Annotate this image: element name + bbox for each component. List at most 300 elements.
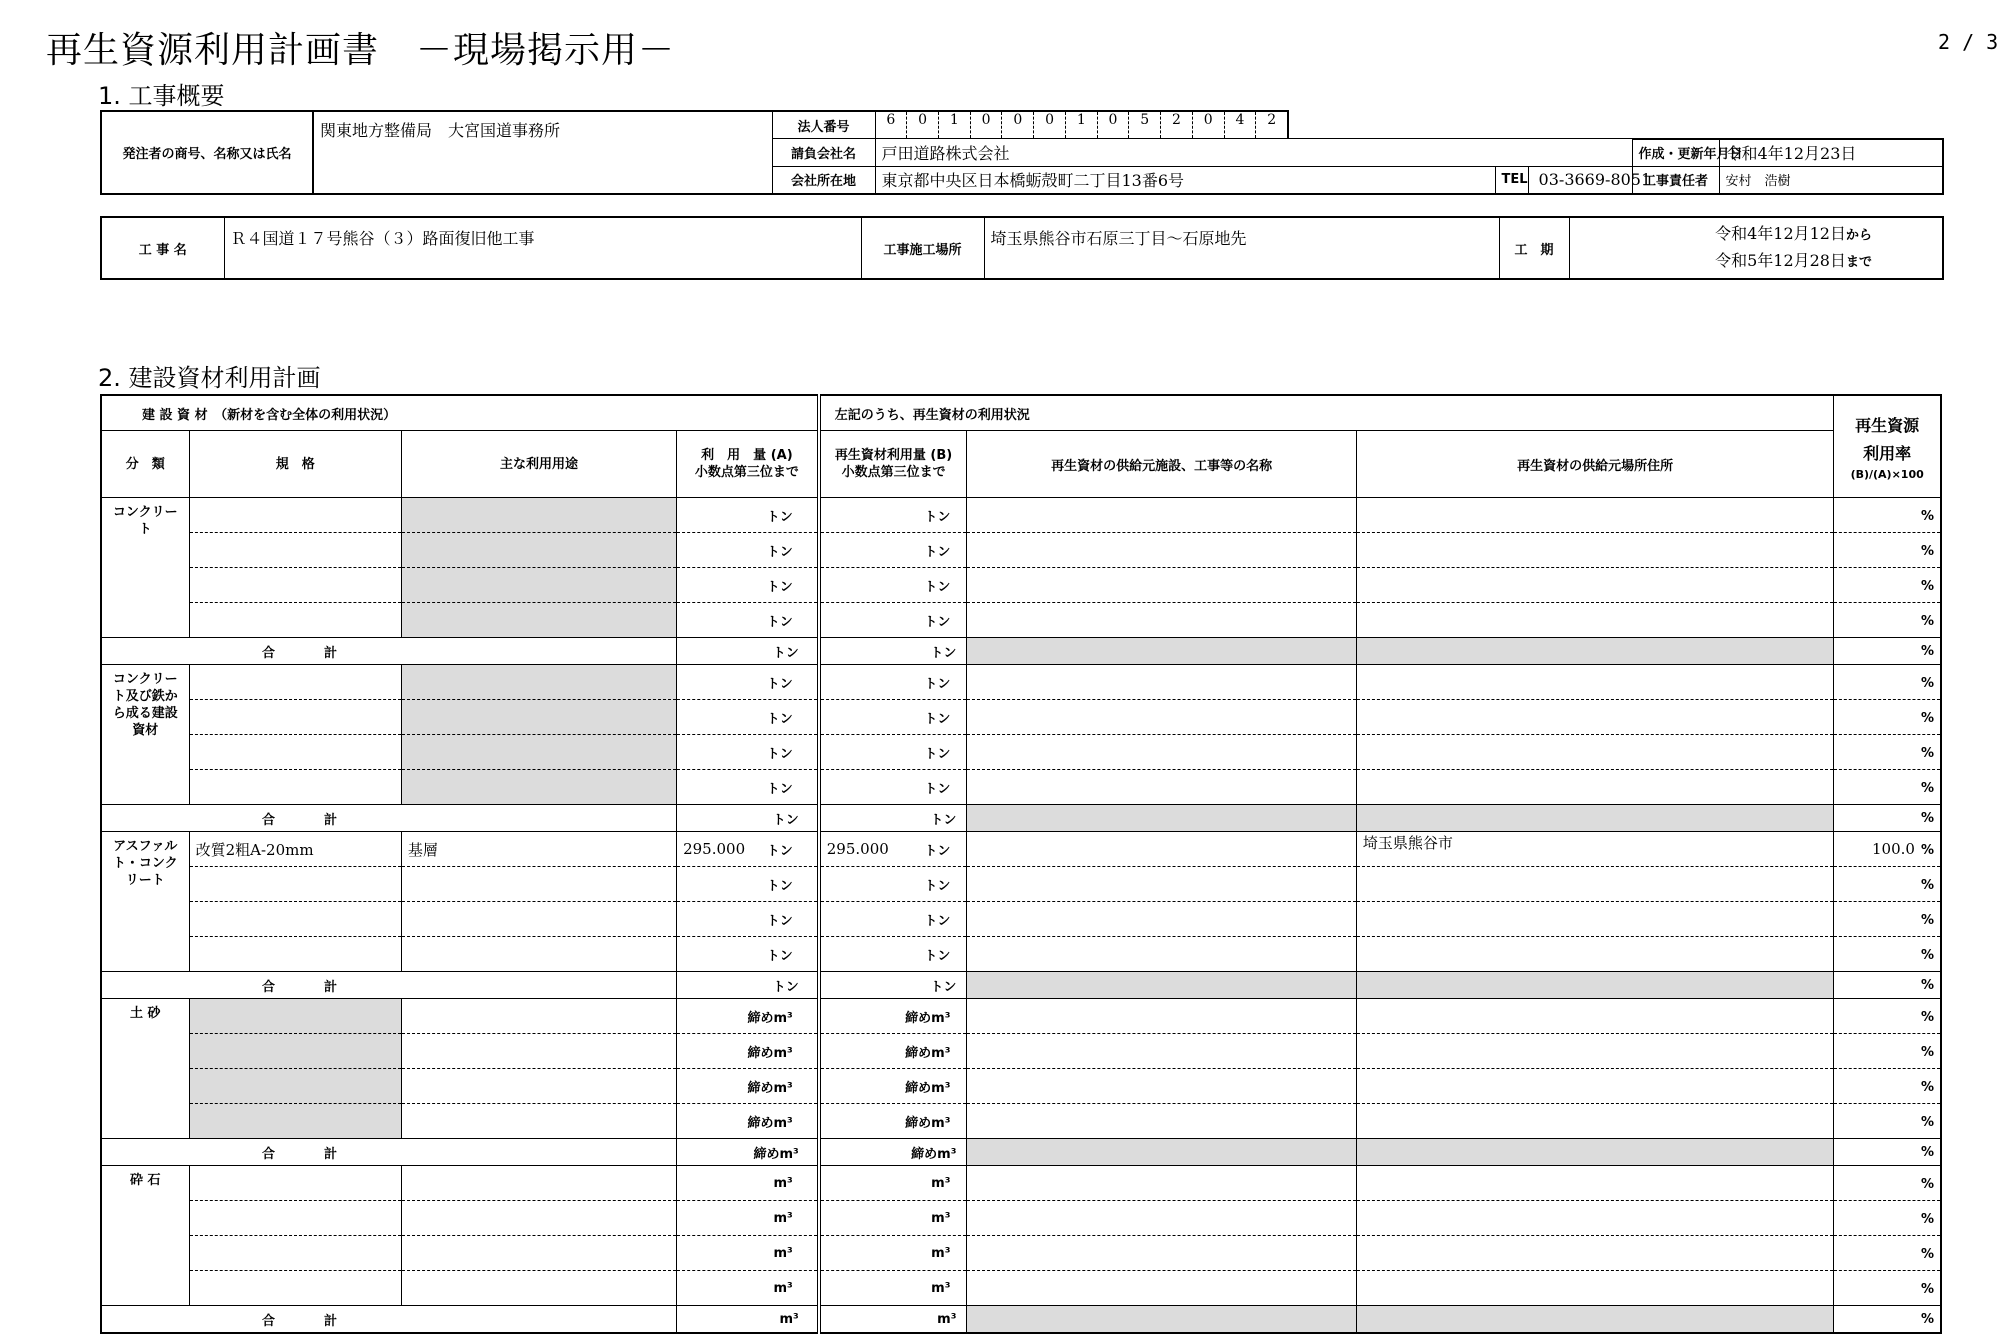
table-row	[101, 1201, 1941, 1236]
qty-unit: 締めm³	[747, 1010, 793, 1026]
tel-cell	[1495, 166, 1652, 194]
supplier-cell	[967, 1069, 1356, 1104]
supplier-addr-cell: 埼玉県熊谷市	[1356, 832, 1834, 867]
supplier-addr-cell	[1356, 735, 1834, 770]
sum-supplier-cell	[967, 972, 1356, 999]
table-row	[101, 867, 1941, 902]
corp-no-digit: 0	[1098, 112, 1130, 138]
supplier-cell	[967, 1271, 1356, 1306]
qty-cell	[677, 665, 819, 700]
qty-unit: m³	[773, 1210, 793, 1226]
spec-cell	[189, 1034, 401, 1069]
qty-unit: m³	[773, 1245, 793, 1261]
rqty-unit: トン	[924, 746, 951, 762]
sum-qty-unit: トン	[677, 805, 819, 832]
rate-cell	[1834, 1201, 1941, 1236]
document-title: 再生資源利用計画書 －現場掲示用－	[46, 30, 676, 71]
site-label: 工事施工場所	[861, 217, 984, 279]
percent-sign: %	[1920, 676, 1934, 691]
rqty-unit: m³	[931, 1280, 951, 1296]
sum-rqty-unit: 締めm³	[819, 1139, 967, 1166]
qty-cell	[677, 902, 819, 937]
qty-cell	[677, 770, 819, 805]
sum-label: 合 計	[101, 972, 677, 999]
table-row	[101, 902, 1941, 937]
sum-row	[101, 805, 1941, 832]
corp-no-label: 法人番号	[772, 111, 875, 139]
category-cell: コンクリート	[101, 498, 189, 638]
qty-unit: m³	[773, 1175, 793, 1191]
supplier-addr-cell	[1356, 1201, 1834, 1236]
period-from: 令和4年12月12日	[1715, 224, 1846, 243]
rqty-unit: トン	[924, 711, 951, 727]
rqty-cell	[819, 999, 967, 1034]
address-label: 会社所在地	[772, 166, 875, 194]
spec-cell	[189, 867, 401, 902]
supplier-cell	[967, 498, 1356, 533]
corp-no-digit: 6	[876, 112, 908, 138]
rate-cell	[1834, 770, 1941, 805]
spec-cell	[189, 770, 401, 805]
percent-sign: %	[1920, 579, 1934, 594]
sum-rate-cell: %	[1834, 1139, 1941, 1166]
rqty-unit: トン	[924, 843, 951, 859]
qty-cell	[677, 1034, 819, 1069]
supplier-addr-cell	[1356, 1236, 1834, 1271]
table-row	[101, 498, 1941, 533]
sum-qty-unit: m³	[677, 1306, 819, 1334]
sum-row	[101, 972, 1941, 999]
tel-label: TEL	[1496, 167, 1529, 193]
qty-cell	[677, 867, 819, 902]
corp-no-digit: 0	[971, 112, 1003, 138]
supplier-cell	[967, 832, 1356, 867]
sum-rqty-unit: m³	[819, 1306, 967, 1334]
rqty-cell	[819, 603, 967, 638]
table-row	[101, 937, 1941, 972]
supplier-cell	[967, 665, 1356, 700]
supplier-cell	[967, 937, 1356, 972]
percent-sign: %	[1920, 614, 1934, 629]
use-cell	[401, 700, 676, 735]
rqty-cell	[819, 1069, 967, 1104]
table-row	[101, 1236, 1941, 1271]
corp-no-digit: 4	[1225, 112, 1257, 138]
supplier-addr-cell	[1356, 1034, 1834, 1069]
rate-cell	[1834, 603, 1941, 638]
spec-cell	[189, 1104, 401, 1139]
qty-cell	[677, 498, 819, 533]
sum-rqty-unit: トン	[819, 972, 967, 999]
supplier-addr-cell	[1356, 533, 1834, 568]
sum-rqty-unit: トン	[819, 805, 967, 832]
sum-supplier-cell	[967, 1306, 1356, 1334]
col-supplier-addr: 再生資材の供給元場所住所	[1356, 431, 1834, 498]
supplier-cell	[967, 902, 1356, 937]
sum-addr-cell	[1356, 638, 1834, 665]
rate-cell	[1834, 1069, 1941, 1104]
supplier-cell	[967, 999, 1356, 1034]
rqty-cell	[819, 867, 967, 902]
rqty-unit: 締めm³	[905, 1045, 951, 1061]
rqty-cell	[819, 1201, 967, 1236]
table-row	[101, 603, 1941, 638]
col-category: 分 類	[101, 431, 189, 498]
qty-cell	[677, 999, 819, 1034]
rqty-cell	[819, 700, 967, 735]
period-from-suffix: から	[1845, 228, 1872, 243]
qty-unit: トン	[766, 614, 793, 630]
supplier-addr-cell	[1356, 1271, 1834, 1306]
qty-unit: トン	[766, 948, 793, 964]
table-row	[101, 770, 1941, 805]
rqty-unit: トン	[924, 544, 951, 560]
contractor-label: 請負会社名	[772, 139, 875, 167]
rqty-unit: トン	[924, 509, 951, 525]
col-qty	[677, 431, 819, 498]
sum-addr-cell	[1356, 805, 1834, 832]
sum-row	[101, 1139, 1941, 1166]
rqty-unit: トン	[924, 579, 951, 595]
use-cell	[401, 665, 676, 700]
corp-no-digit: 0	[1193, 112, 1225, 138]
rqty-cell	[819, 902, 967, 937]
percent-sign: %	[1920, 746, 1934, 761]
supplier-cell	[967, 867, 1356, 902]
rate-value: 100.0	[1872, 840, 1915, 858]
use-cell	[401, 533, 676, 568]
rqty-cell	[819, 568, 967, 603]
use-cell	[401, 498, 676, 533]
percent-sign: %	[1920, 843, 1934, 858]
use-cell	[401, 902, 676, 937]
supplier-cell	[967, 1236, 1356, 1271]
spec-cell	[189, 700, 401, 735]
qty-unit: 締めm³	[747, 1045, 793, 1061]
qty-cell	[677, 1069, 819, 1104]
supplier-cell	[967, 700, 1356, 735]
rate-cell	[1834, 1104, 1941, 1139]
qty-cell	[677, 568, 819, 603]
rate-heading-1: 再生資源	[1855, 415, 1920, 435]
col-rqty-2: 小数点第三位まで	[841, 465, 946, 480]
qty-cell	[677, 1166, 819, 1201]
col-use: 主な利用用途	[401, 431, 676, 498]
rqty-unit: トン	[924, 676, 951, 692]
table-row	[101, 568, 1941, 603]
rate-cell	[1834, 832, 1941, 867]
manager-value: 安村 浩樹	[1719, 166, 1943, 194]
percent-sign: %	[1920, 948, 1934, 963]
qty-value: 295.000	[683, 840, 746, 858]
sum-addr-cell	[1356, 972, 1834, 999]
percent-sign: %	[1920, 913, 1934, 928]
col-qty-2: 小数点第三位まで	[694, 465, 799, 480]
sum-label: 合 計	[101, 1306, 677, 1334]
table-row	[101, 1104, 1941, 1139]
supplier-cell	[967, 533, 1356, 568]
qty-unit: トン	[766, 509, 793, 525]
use-cell: 基層	[401, 832, 676, 867]
sum-supplier-cell	[967, 805, 1356, 832]
supplier-cell	[967, 1201, 1356, 1236]
percent-sign: %	[1920, 1247, 1934, 1262]
rate-cell	[1834, 902, 1941, 937]
percent-sign: %	[1920, 1045, 1934, 1060]
sum-rqty-unit: トン	[819, 638, 967, 665]
table-row	[101, 1034, 1941, 1069]
rqty-cell	[819, 1166, 967, 1201]
period-to: 令和5年12月28日	[1715, 251, 1846, 270]
table-row	[101, 700, 1941, 735]
sum-rate-cell: %	[1834, 638, 1941, 665]
percent-sign: %	[1920, 781, 1934, 796]
sum-supplier-cell	[967, 638, 1356, 665]
qty-cell	[677, 603, 819, 638]
rqty-cell	[819, 832, 967, 867]
supplier-addr-cell	[1356, 665, 1834, 700]
table-row	[101, 735, 1941, 770]
col-supplier: 再生資材の供給元施設、工事等の名称	[967, 431, 1356, 498]
qty-cell	[677, 1271, 819, 1306]
rqty-value: 295.000	[826, 840, 889, 858]
rate-cell	[1834, 1166, 1941, 1201]
spec-cell	[189, 735, 401, 770]
qty-unit: トン	[766, 781, 793, 797]
use-cell	[401, 1201, 676, 1236]
sum-qty-unit: トン	[677, 638, 819, 665]
rqty-cell	[819, 937, 967, 972]
sum-rate-cell: %	[1834, 805, 1941, 832]
supplier-addr-cell	[1356, 498, 1834, 533]
spec-cell	[189, 1201, 401, 1236]
supplier-addr-cell	[1356, 1069, 1834, 1104]
qty-cell	[677, 1201, 819, 1236]
sum-label: 合 計	[101, 1139, 677, 1166]
supplier-cell	[967, 1034, 1356, 1069]
page-number: 2 / 3	[1938, 30, 1999, 54]
rqty-cell	[819, 1034, 967, 1069]
col-qty-1: 利 用 量 (A)	[701, 448, 793, 463]
spec-cell	[189, 603, 401, 638]
table-row	[101, 1069, 1941, 1104]
spec-cell	[189, 665, 401, 700]
table-row	[101, 665, 1941, 700]
corp-no-field	[875, 111, 1288, 139]
category-cell: アスファルト・コンクリート	[101, 832, 189, 972]
qty-unit: トン	[766, 746, 793, 762]
col-rqty	[819, 431, 967, 498]
rqty-cell	[819, 1104, 967, 1139]
rate-cell	[1834, 867, 1941, 902]
rate-cell	[1834, 665, 1941, 700]
supplier-addr-cell	[1356, 568, 1834, 603]
sum-row	[101, 638, 1941, 665]
rqty-unit: トン	[924, 913, 951, 929]
updated-value: 令和4年12月23日	[1719, 139, 1943, 167]
orderer-label: 発注者の商号、名称又は氏名	[101, 111, 313, 194]
period-to-suffix: まで	[1845, 255, 1872, 270]
rate-cell	[1834, 533, 1941, 568]
percent-sign: %	[1920, 1010, 1934, 1025]
sum-row	[101, 1306, 1941, 1334]
rqty-cell	[819, 1271, 967, 1306]
qty-cell	[677, 700, 819, 735]
rate-heading-2: 利用率	[1863, 443, 1912, 463]
rqty-cell	[819, 498, 967, 533]
rate-cell	[1834, 568, 1941, 603]
use-cell	[401, 1069, 676, 1104]
col-rqty-1: 再生資材利用量 (B)	[834, 448, 953, 463]
rate-cell	[1834, 1236, 1941, 1271]
rate-cell	[1834, 1271, 1941, 1306]
site-value: 埼玉県熊谷市石原三丁目～石原地先	[984, 217, 1499, 279]
table-row	[101, 1166, 1941, 1201]
sum-qty-unit: トン	[677, 972, 819, 999]
sum-addr-cell	[1356, 1139, 1834, 1166]
work-name-value: Ｒ４国道１７号熊谷（３）路面復旧他工事	[224, 217, 861, 279]
rqty-unit: トン	[924, 781, 951, 797]
supplier-cell	[967, 1104, 1356, 1139]
supplier-addr-cell	[1356, 770, 1834, 805]
use-cell	[401, 568, 676, 603]
corp-no-digit: 1	[1066, 112, 1098, 138]
spec-cell	[189, 533, 401, 568]
sum-rate-cell: %	[1834, 1306, 1941, 1334]
rate-heading-3: (B)/(A)×100	[1850, 467, 1924, 481]
spec-cell	[189, 498, 401, 533]
rate-cell	[1834, 937, 1941, 972]
supplier-cell	[967, 770, 1356, 805]
section-2-heading: 2. 建設資材利用計画	[98, 364, 321, 392]
rqty-cell	[819, 770, 967, 805]
work-name-label: 工 事 名	[101, 217, 224, 279]
qty-unit: トン	[766, 843, 793, 859]
percent-sign: %	[1920, 544, 1934, 559]
supplier-cell	[967, 603, 1356, 638]
supplier-addr-cell	[1356, 999, 1834, 1034]
spec-cell	[189, 937, 401, 972]
qty-unit: トン	[766, 913, 793, 929]
supplier-addr-cell	[1356, 603, 1834, 638]
rate-cell	[1834, 498, 1941, 533]
qty-unit: トン	[766, 544, 793, 560]
rqty-cell	[819, 665, 967, 700]
spec-cell	[189, 1236, 401, 1271]
category-cell: 砕 石	[101, 1166, 189, 1306]
supplier-cell	[967, 735, 1356, 770]
category-cell: 土 砂	[101, 999, 189, 1139]
sum-label: 合 計	[101, 805, 677, 832]
rqty-unit: 締めm³	[905, 1115, 951, 1131]
qty-cell	[677, 533, 819, 568]
orderer-value: 関東地方整備局 大宮国道事務所	[313, 111, 772, 194]
qty-cell	[677, 1236, 819, 1271]
qty-unit: 締めm³	[747, 1115, 793, 1131]
period-label: 工 期	[1499, 217, 1569, 279]
qty-unit: トン	[766, 878, 793, 894]
supplier-cell	[967, 568, 1356, 603]
qty-cell	[677, 937, 819, 972]
percent-sign: %	[1920, 1282, 1934, 1297]
use-cell	[401, 1104, 676, 1139]
qty-cell	[677, 1104, 819, 1139]
spec-cell	[189, 568, 401, 603]
work-overview-table	[100, 110, 1944, 195]
address-value: 東京都中央区日本橋蛎殻町二丁目13番6号	[875, 166, 1495, 194]
corp-no-digit: 0	[907, 112, 939, 138]
use-cell	[401, 735, 676, 770]
spec-cell	[189, 999, 401, 1034]
period-value	[1569, 217, 1943, 279]
supplier-addr-cell	[1356, 1166, 1834, 1201]
group-right-heading: 左記のうち、再生資材の利用状況	[819, 395, 1834, 431]
supplier-addr-cell	[1356, 902, 1834, 937]
qty-unit: m³	[773, 1280, 793, 1296]
percent-sign: %	[1920, 878, 1934, 893]
use-cell	[401, 603, 676, 638]
qty-unit: 締めm³	[747, 1080, 793, 1096]
updated-label: 作成・更新年月日	[1632, 139, 1719, 167]
rate-heading	[1834, 395, 1941, 498]
percent-sign: %	[1920, 1080, 1934, 1095]
rate-cell	[1834, 700, 1941, 735]
corp-no-digit: 1	[939, 112, 971, 138]
rqty-cell	[819, 533, 967, 568]
use-cell	[401, 1271, 676, 1306]
spec-cell	[189, 1166, 401, 1201]
spec-cell: 改質2粗A-20mm	[189, 832, 401, 867]
use-cell	[401, 1236, 676, 1271]
qty-unit: トン	[766, 579, 793, 595]
rqty-cell	[819, 1236, 967, 1271]
material-plan-table	[100, 394, 1942, 1334]
sum-label: 合 計	[101, 638, 677, 665]
qty-cell	[677, 735, 819, 770]
sum-addr-cell	[1356, 1306, 1834, 1334]
supplier-addr-cell	[1356, 700, 1834, 735]
section-1-heading: 1. 工事概要	[98, 82, 225, 110]
table-row	[101, 1271, 1941, 1306]
corp-no-digit: 0	[1002, 112, 1034, 138]
percent-sign: %	[1920, 1177, 1934, 1192]
use-cell	[401, 999, 676, 1034]
category-cell: コンクリート及び鉄から成る建設資材	[101, 665, 189, 805]
corp-no-digit: 0	[1034, 112, 1066, 138]
qty-unit: トン	[766, 711, 793, 727]
manager-label: 工事責任者	[1632, 166, 1719, 194]
rqty-unit: 締めm³	[905, 1010, 951, 1026]
percent-sign: %	[1920, 509, 1934, 524]
table-row	[101, 533, 1941, 568]
percent-sign: %	[1920, 1115, 1934, 1130]
tel-value: 03-3669-8051	[1538, 170, 1652, 189]
corp-no-digit: 2	[1161, 112, 1193, 138]
spec-cell	[189, 1271, 401, 1306]
rqty-unit: 締めm³	[905, 1080, 951, 1096]
use-cell	[401, 1034, 676, 1069]
rqty-cell	[819, 735, 967, 770]
percent-sign: %	[1920, 1212, 1934, 1227]
use-cell	[401, 770, 676, 805]
rate-cell	[1834, 999, 1941, 1034]
rqty-unit: トン	[924, 948, 951, 964]
supplier-addr-cell	[1356, 937, 1834, 972]
corp-no-digit: 2	[1267, 112, 1277, 128]
rqty-unit: m³	[931, 1175, 951, 1191]
sum-rate-cell: %	[1834, 972, 1941, 999]
corp-no-digit: 5	[1129, 112, 1161, 138]
